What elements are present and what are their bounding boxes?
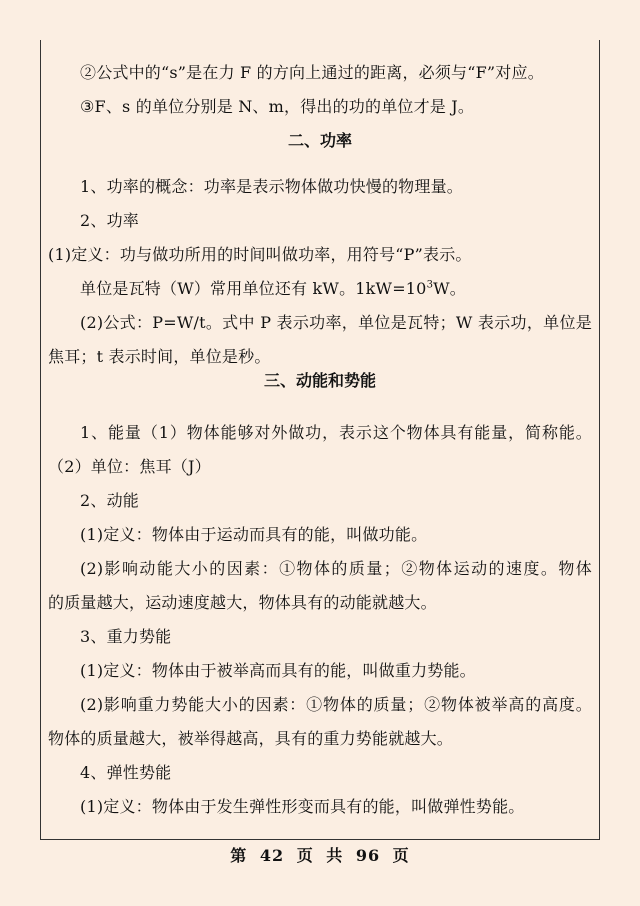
text-line: (1)定义：物体由于运动而具有的能，叫做功能。 <box>80 525 428 544</box>
text-line: 2、动能 <box>80 491 139 510</box>
text-line: 物体的质量越大，被举得越高，具有的重力势能就越大。 <box>48 729 454 748</box>
text-line: (1)定义：物体由于被举高而具有的能，叫做重力势能。 <box>80 661 476 680</box>
exponent: 3 <box>426 279 434 291</box>
unit-text: 单位是瓦特（W）常用单位还有 kW。1kW=10 <box>80 279 427 298</box>
text-line: (2)公式：P=W/t。式中 P 表示功率，单位是瓦特；W 表示功，单位是 <box>80 313 592 332</box>
text-line: 的质量越大，运动速度越大，物体具有的动能就越大。 <box>48 593 437 612</box>
text-line: (2)影响重力势能大小的因素：①物体的质量；②物体被举高的高度。 <box>80 695 592 714</box>
text-line: ②公式中的“s”是在力 F 的方向上通过的距离，必须与“F”对应。 <box>80 63 544 82</box>
text-line <box>48 278 592 300</box>
text-line: ③F、s 的单位分别是 N、m，得出的功的单位才是 J。 <box>80 97 475 116</box>
text-line: (2)影响动能大小的因素：①物体的质量；②物体运动的速度。物体 <box>80 559 592 578</box>
text-line: 1、功率的概念：功率是表示物体做功快慢的物理量。 <box>80 177 463 196</box>
text-line: 1、能量（1）物体能够对外做功，表示这个物体具有能量，简称能。 <box>80 423 592 442</box>
text-line: (1)定义：功与做功所用的时间叫做功率，用符号“P”表示。 <box>48 245 472 264</box>
content-frame <box>40 40 600 840</box>
text-line: 2、功率 <box>80 211 139 230</box>
text-line: 3、重力势能 <box>80 627 172 646</box>
text-line: 4、弹性势能 <box>80 763 172 782</box>
text-line: 焦耳；t 表示时间，单位是秒。 <box>48 347 271 366</box>
section-heading-power: 二、功率 <box>287 131 352 150</box>
page-number-footer: 第 42 页 共 96 页 <box>230 846 410 865</box>
unit-text-end: W。 <box>433 279 466 298</box>
section-heading-energy: 三、动能和势能 <box>263 371 376 390</box>
text-line: (1)定义：物体由于发生弹性形变而具有的能，叫做弹性势能。 <box>80 797 525 816</box>
text-line: （2）单位：焦耳（J） <box>48 457 211 476</box>
